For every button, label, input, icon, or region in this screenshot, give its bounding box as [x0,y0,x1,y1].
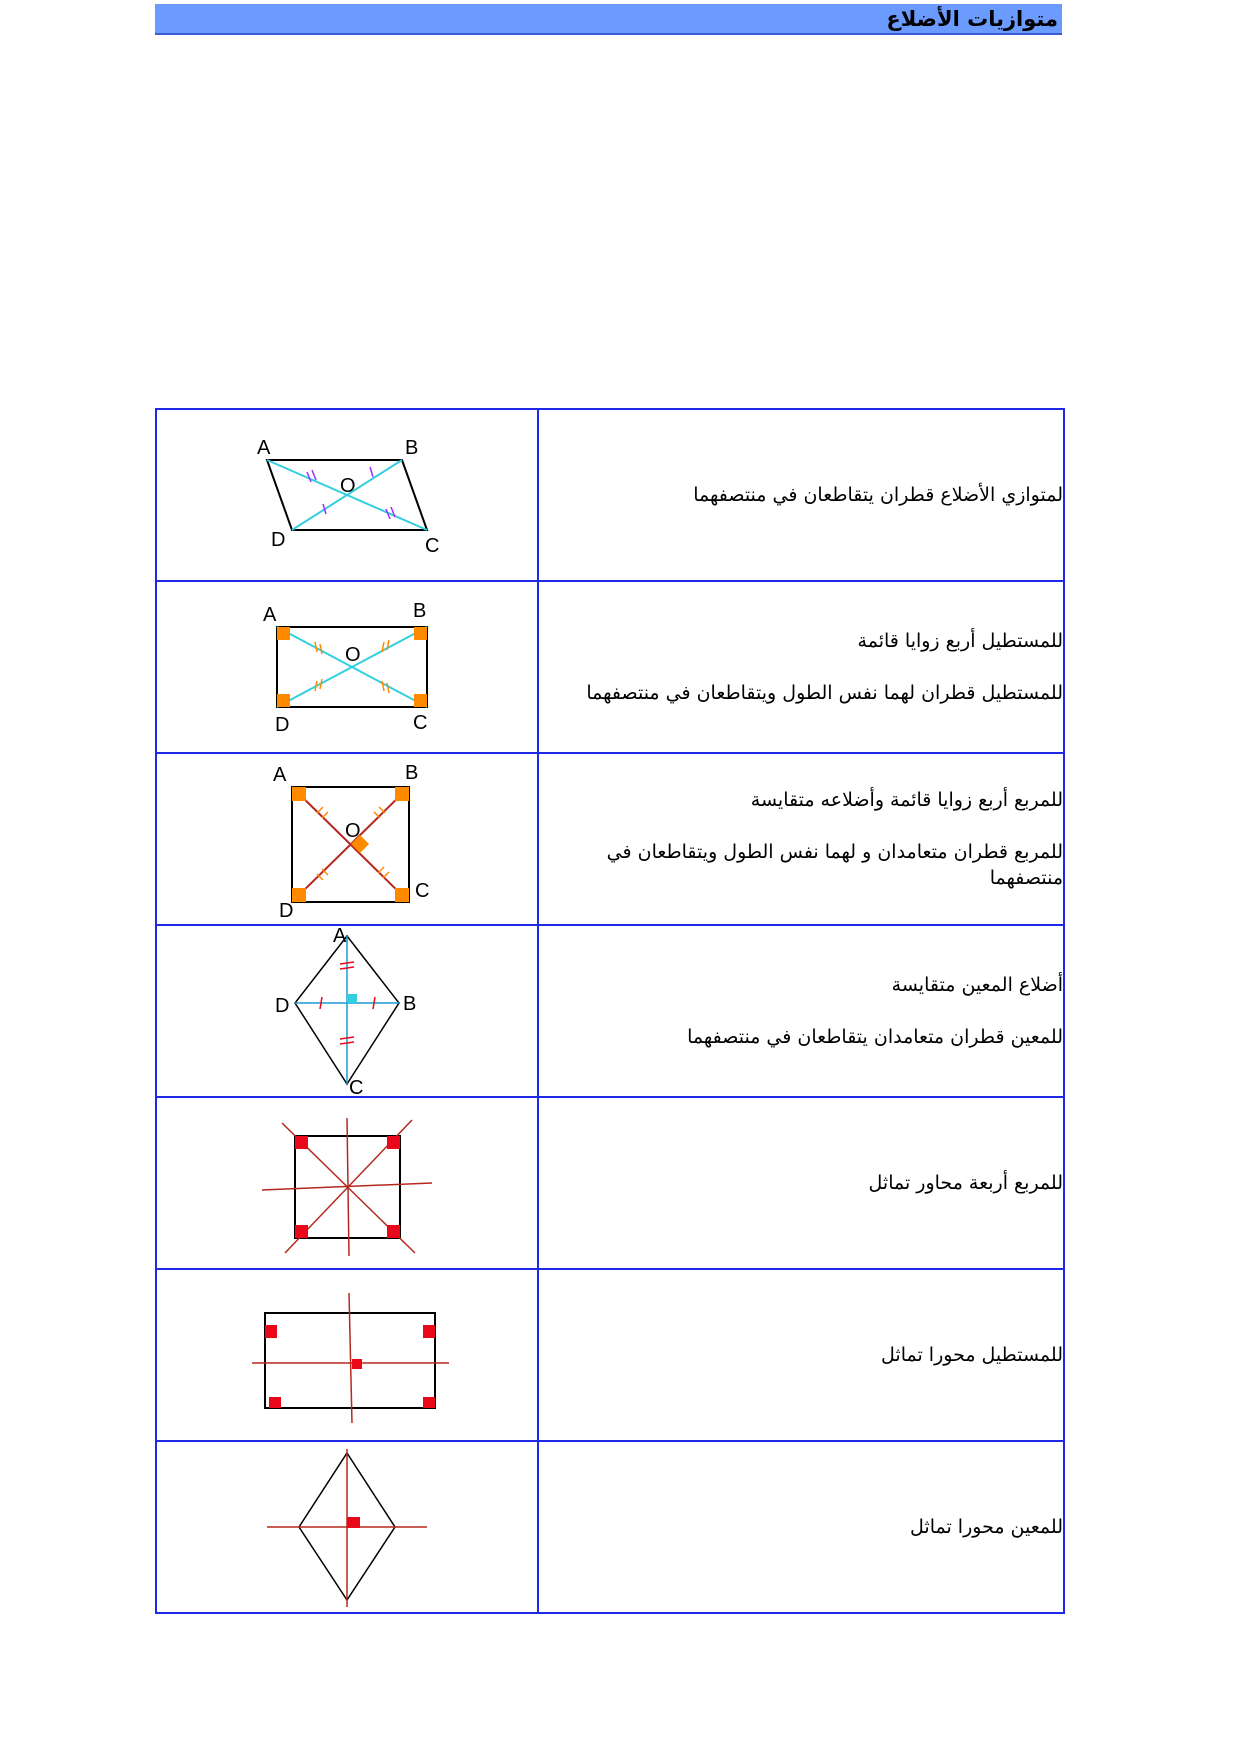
vertex-label-a: A [333,926,347,947]
vertex-label-a: A [273,764,287,786]
vertex-label-c: C [415,880,430,902]
text-cell [538,925,1064,1097]
vertex-label-b: B [403,993,417,1015]
property-text: للمربع أربع زوايا قائمة وأضلاعه متقايسة [750,789,1063,811]
property-text: للمستطيل أربع زوايا قائمة [857,630,1063,652]
square-figure [237,759,457,919]
center-label-o: O [345,820,361,842]
property-text: للمستطيل محورا تماثل [881,1344,1063,1366]
figure-cell [156,581,538,753]
rhombus-figure [237,926,457,1096]
table-row [156,925,1064,1097]
vertex-label-a: A [263,604,277,626]
table-row [156,1269,1064,1441]
vertex-label-d: D [271,529,286,551]
property-text: للمعين محورا تماثل [910,1516,1063,1538]
rhombus-axes-figure [247,1445,447,1610]
text-cell [538,1097,1064,1269]
rectangle-figure [237,597,457,737]
vertex-label-b: B [405,762,419,784]
center-label-o: O [345,644,361,666]
vertex-label-d: D [279,900,294,919]
table-row [156,581,1064,753]
text-cell [538,409,1064,581]
square-axes-figure [247,1108,447,1258]
center-label-o: O [340,475,356,497]
table-row [156,1441,1064,1613]
parallelogram-figure [237,430,457,560]
properties-table [155,408,1065,1614]
vertex-label-d: D [275,995,290,1017]
table-row [156,409,1064,581]
text-cell [538,581,1064,753]
header-bar [155,4,1062,35]
vertex-label-b: B [413,600,427,622]
text-cell [538,1269,1064,1441]
figure-cell [156,1097,538,1269]
property-text: للمستطيل قطران لهما نفس الطول ويتقاطعان في منتصفهما [586,682,1063,704]
property-text: للمربع أربعة محاور تماثل [868,1172,1063,1194]
property-text: للمعين قطران متعامدان يتقاطعان في منتصفهما [687,1026,1063,1048]
figure-cell [156,753,538,925]
figure-cell [156,409,538,581]
figure-cell [156,1441,538,1613]
vertex-label-c: C [425,535,440,557]
page-title: متوازيات الأضلاع [886,7,1058,31]
vertex-label-d: D [275,714,290,736]
property-text: أضلاع المعين متقايسة [891,974,1063,996]
property-text: للمربع قطران متعامدان و لهما نفس الطول ويتقاطعان في منتصفهما [606,841,1063,889]
table-row [156,753,1064,925]
vertex-label-c: C [349,1077,364,1096]
rectangle-axes-figure [237,1285,457,1425]
vertex-label-c: C [413,712,428,734]
vertex-label-b: B [405,437,419,459]
figure-cell [156,925,538,1097]
property-text: لمتوازي الأضلاع قطران يتقاطعان في منتصفهما [693,484,1063,506]
text-cell [538,1441,1064,1613]
table-row [156,1097,1064,1269]
text-cell [538,753,1064,925]
figure-cell [156,1269,538,1441]
vertex-label-a: A [257,437,271,459]
